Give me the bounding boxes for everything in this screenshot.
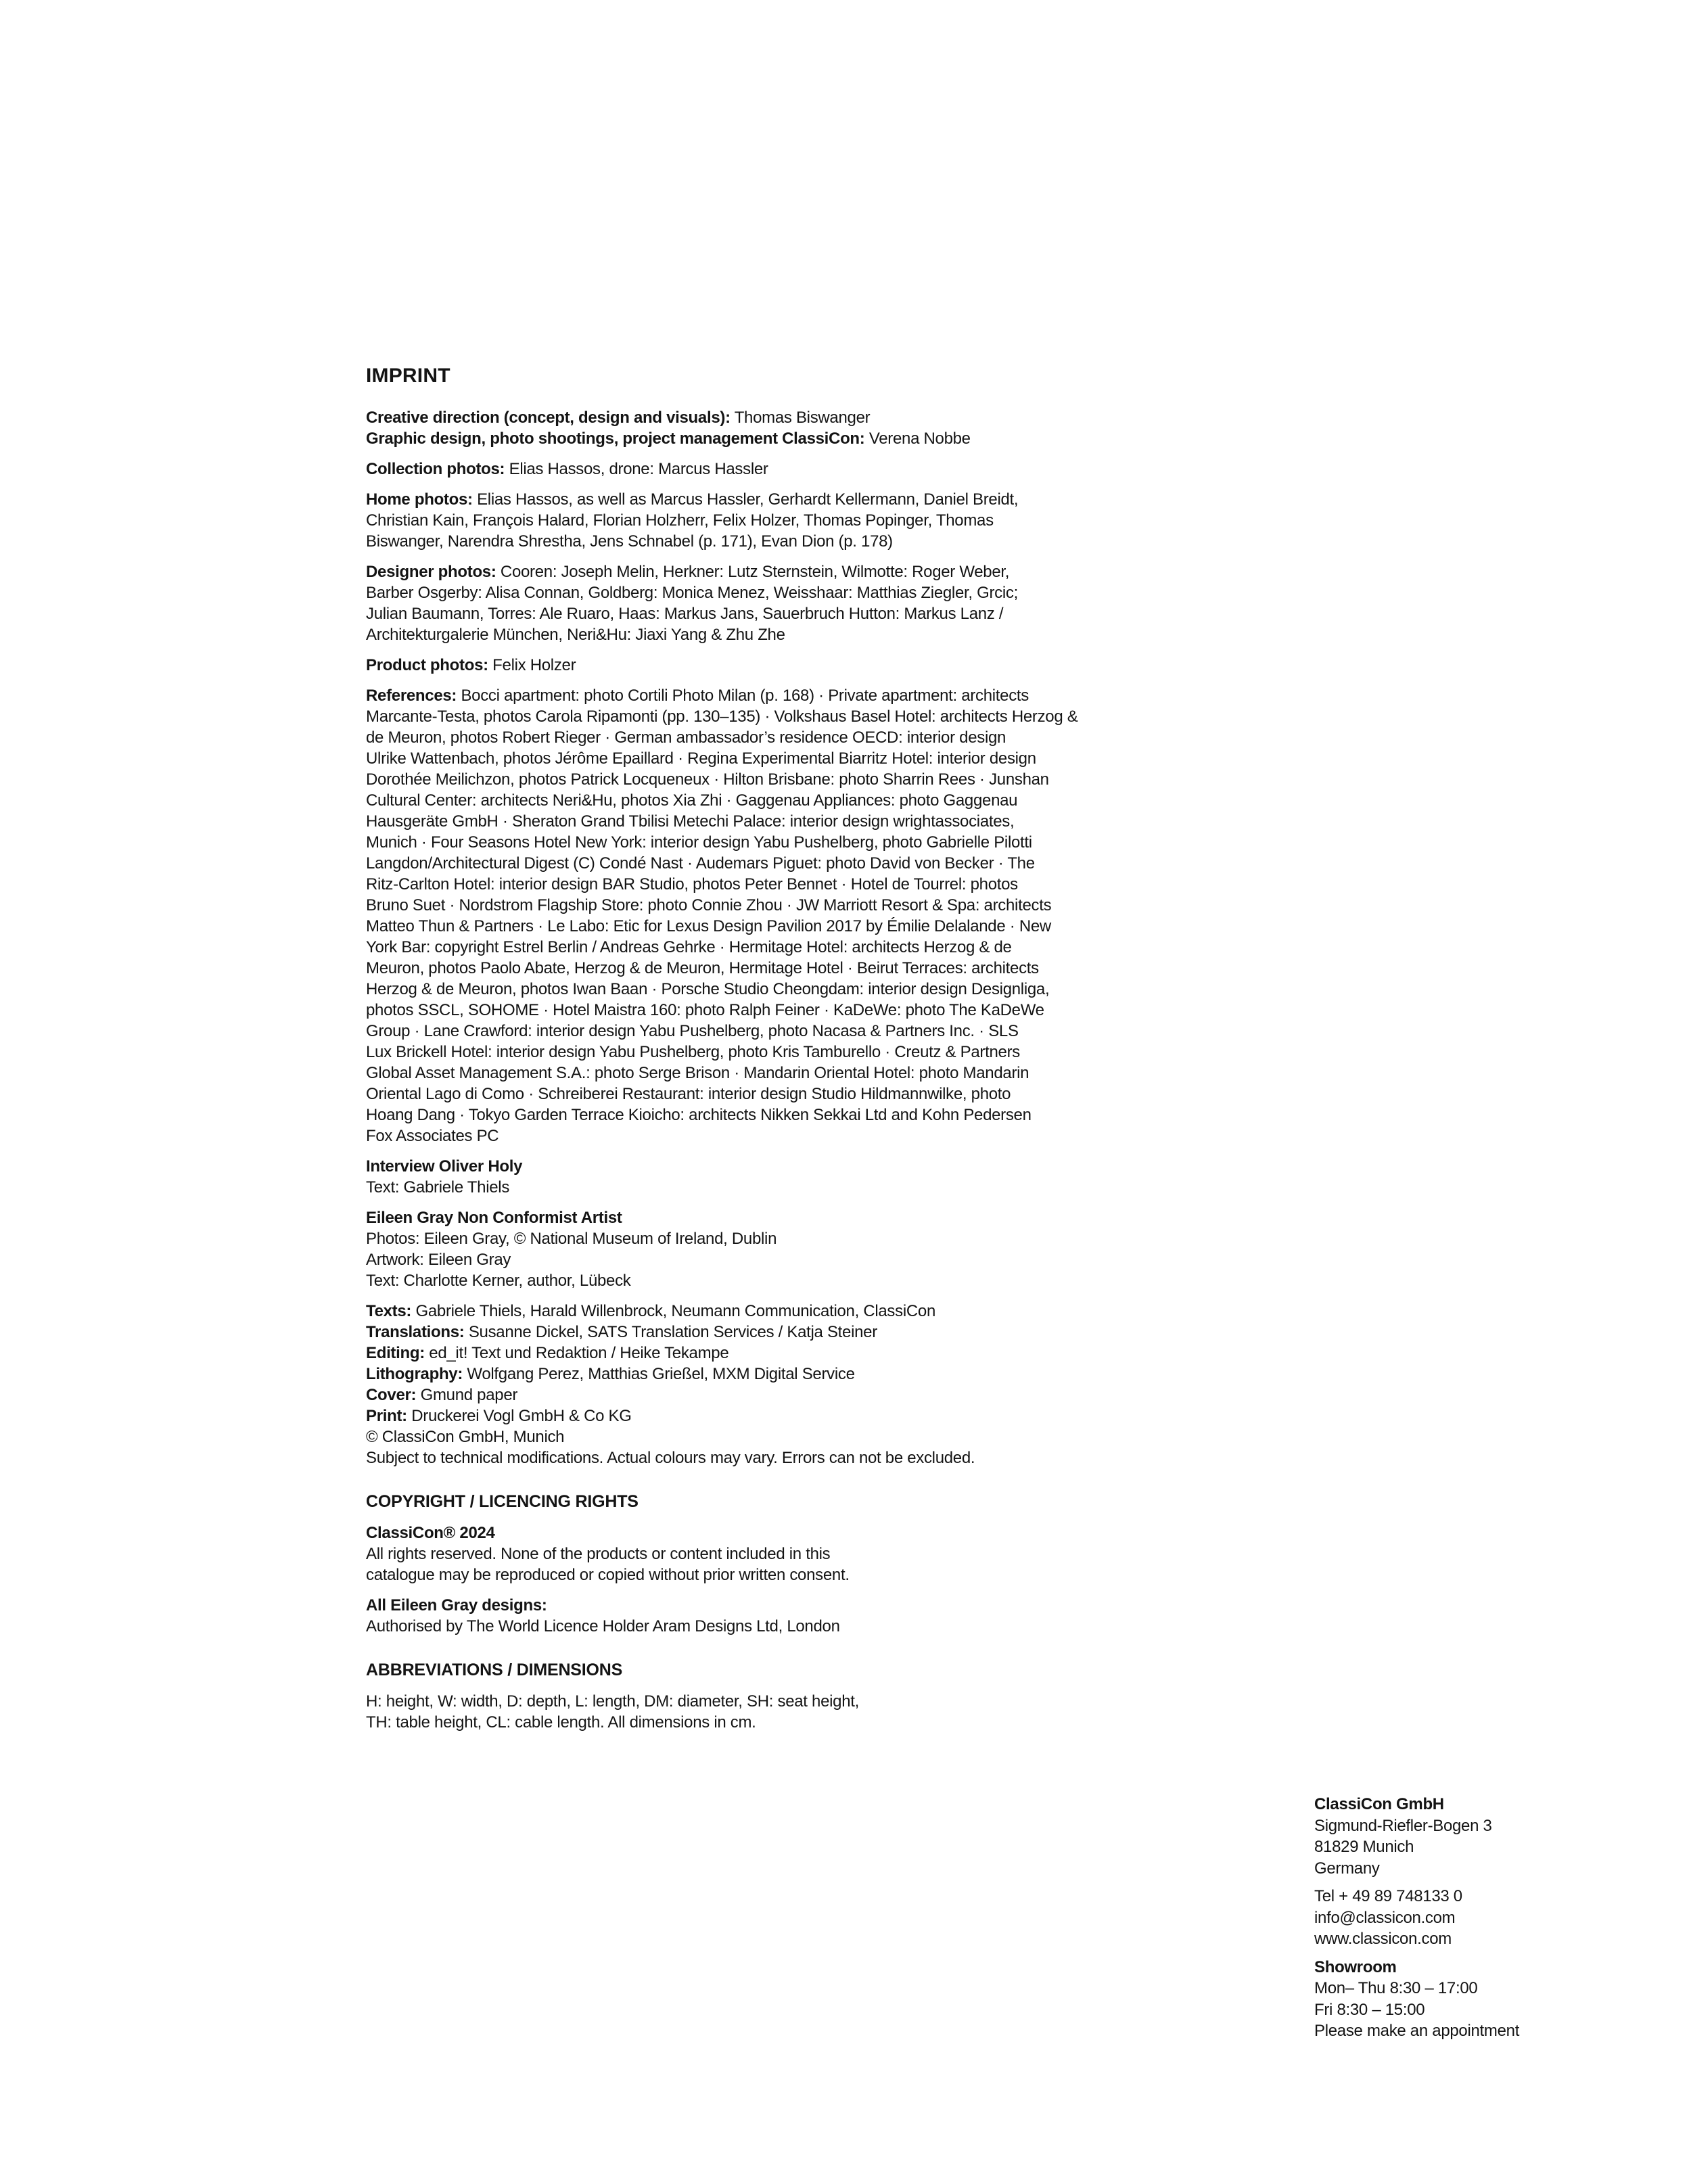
text-line: [1314, 1957, 1519, 1978]
text-line: Print: Druckerei Vogl GmbH & Co KG: [366, 1407, 632, 1425]
text-line: H: height, W: width, D: depth, L: length, DM: diameter, SH: seat height,: [366, 1692, 859, 1711]
bold-label: Print:: [366, 1407, 407, 1425]
text-line: Cover: Gmund paper: [366, 1386, 518, 1404]
text-line: Group · Lane Crawford: interior design Yabu Pushelberg, photo Nacasa & Partners Inc. · SLS: [366, 1022, 1019, 1040]
text-line: Texts: Gabriele Thiels, Harald Willenbrock, Neumann Communication, ClassiCon: [366, 1302, 935, 1320]
bold-label: Collection photos:: [366, 460, 505, 478]
text-line: Editing: ed_it! Text und Redaktion / Heike Tekampe: [366, 1344, 729, 1362]
text-line: photos SSCL, SOHOME · Hotel Maistra 160: photo Ralph Feiner · KaDeWe: photo The KaDeWe: [366, 1001, 1044, 1019]
text-line: Dorothée Meilichzon, photos Patrick Locqueneux · Hilton Brisbane: photo Sharrin Rees · Junshan: [366, 770, 1049, 789]
text-line: Photos: Eileen Gray, © National Museum of Ireland, Dublin: [366, 1230, 777, 1248]
text-line: Bruno Suet · Nordstrom Flagship Store: photo Connie Zhou · JW Marriott Resort & Spa: architects: [366, 896, 1052, 914]
text-block: [366, 489, 1144, 552]
text-block: [1314, 1794, 1519, 1879]
text-line: Marcante-Testa, photos Carola Ripamonti (pp. 130–135) · Volkshaus Basel Hotel: architects Herzog &: [366, 707, 1078, 726]
text-block: [366, 1156, 1144, 1198]
text-line: Artwork: Eileen Gray: [366, 1251, 511, 1269]
text-line: Ulrike Wattenbach, photos Jérôme Epaillard · Regina Experimental Biarritz Hotel: interior design: [366, 749, 1036, 768]
copyright-section: [366, 1523, 1144, 1637]
text-block: [366, 1595, 1144, 1637]
imprint-section: [366, 407, 1144, 1468]
text-line: Fri 8:30 – 15:00: [1314, 2000, 1425, 2019]
text-block: [366, 1207, 1144, 1291]
text-line: Oriental Lago di Como · Schreiberei Restaurant: interior design Studio Hildmannwilke, photo: [366, 1085, 1011, 1103]
text-line: www.classicon.com: [1314, 1930, 1452, 1948]
text-block: [366, 1523, 1144, 1585]
text-line: Hausgeräte GmbH · Sheraton Grand Tbilisi Metechi Palace: interior design wrightassociates,: [366, 812, 1015, 831]
text-line: Home photos: Elias Hassos, as well as Marcus Hassler, Gerhardt Kellermann, Daniel Breidt,: [366, 490, 1019, 509]
text-line: Authorised by The World Licence Holder Aram Designs Ltd, London: [366, 1617, 840, 1635]
abbreviations-section-heading: ABBREVIATIONS / DIMENSIONS: [366, 1660, 623, 1679]
text-line: Langdon/Architectural Digest (C) Condé Nast · Audemars Piguet: photo David von Becker · The: [366, 854, 1035, 873]
text-line: Creative direction (concept, design and visuals): Thomas Biswanger: [366, 409, 871, 427]
text-line: Lux Brickell Hotel: interior design Yabu Pushelberg, photo Kris Tamburello · Creutz & Partners: [366, 1043, 1020, 1061]
abbreviations-section: [366, 1691, 1144, 1733]
text-line: Munich · Four Seasons Hotel New York: interior design Yabu Pushelberg, photo Gabrielle Pilotti: [366, 833, 1032, 852]
text-block: [366, 1691, 1144, 1733]
text-block: [366, 685, 1144, 1146]
text-line: References: Bocci apartment: photo Cortili Photo Milan (p. 168) · Private apartment: architects: [366, 687, 1029, 705]
text-line: [366, 1207, 1144, 1228]
text-line: [366, 1523, 1144, 1543]
text-line: Translations: Susanne Dickel, SATS Translation Services / Katja Steiner: [366, 1323, 877, 1341]
bold-label: Translations:: [366, 1323, 465, 1341]
text-line: Mon– Thu 8:30 – 17:00: [1314, 1979, 1478, 1997]
text-block: [366, 459, 1144, 480]
text-line: Matteo Thun & Partners · Le Labo: Etic for Lexus Design Pavilion 2017 by Émilie Delalande · New: [366, 917, 1051, 935]
text-line: Lithography: Wolfgang Perez, Matthias Grießel, MXM Digital Service: [366, 1365, 855, 1383]
text-block: [1314, 1957, 1519, 2042]
bold-label: Showroom: [1314, 1957, 1397, 1976]
text-block: [366, 1301, 1144, 1468]
bold-label: ClassiCon® 2024: [366, 1524, 495, 1542]
text-line: Fox Associates PC: [366, 1127, 499, 1145]
contact-block: [1314, 1794, 1519, 2049]
text-block: [366, 655, 1144, 676]
text-line: Biswanger, Narendra Shrestha, Jens Schnabel (p. 171), Evan Dion (p. 178): [366, 532, 893, 551]
text-line: Graphic design, photo shootings, project management ClassiCon: Verena Nobbe: [366, 429, 971, 448]
text-line: info@classicon.com: [1314, 1908, 1456, 1927]
text-line: Collection photos: Elias Hassos, drone: Marcus Hassler: [366, 460, 768, 478]
bold-label: Designer photos:: [366, 563, 496, 581]
bold-label: Lithography:: [366, 1365, 463, 1383]
text-line: [1314, 1794, 1519, 1815]
text-line: Cultural Center: architects Neri&Hu, photos Xia Zhi · Gaggenau Appliances: photo Gaggenau: [366, 791, 1018, 810]
bold-label: Home photos:: [366, 490, 473, 509]
bold-label: Interview Oliver Holy: [366, 1157, 523, 1176]
text-line: Ritz-Carlton Hotel: interior design BAR Studio, photos Peter Bennet · Hotel de Tourrel: photos: [366, 875, 1018, 893]
bold-label: References:: [366, 687, 457, 705]
bold-label: Graphic design, photo shootings, project management ClassiCon:: [366, 429, 865, 448]
text-line: Architekturgalerie München, Neri&Hu: Jiaxi Yang & Zhu Zhe: [366, 626, 785, 644]
text-line: York Bar: copyright Estrel Berlin / Andreas Gehrke · Hermitage Hotel: architects Herzog & de: [366, 938, 1012, 956]
imprint-column: [366, 365, 1144, 1742]
text-line: Text: Charlotte Kerner, author, Lübeck: [366, 1272, 631, 1290]
text-line: [366, 1156, 1144, 1177]
text-block: [1314, 1886, 1519, 1950]
page-title: IMPRINT: [366, 365, 450, 387]
text-line: © ClassiCon GmbH, Munich: [366, 1428, 565, 1446]
text-line: Christian Kain, François Halard, Florian Holzherr, Felix Holzer, Thomas Popinger, Thomas: [366, 511, 994, 530]
text-line: de Meuron, photos Robert Rieger · German ambassador’s residence OECD: interior design: [366, 728, 1006, 747]
copyright-section-heading: COPYRIGHT / LICENCING RIGHTS: [366, 1492, 639, 1511]
text-block: [366, 407, 1144, 449]
text-line: Tel + 49 89 748133 0: [1314, 1887, 1462, 1905]
bold-label: Product photos:: [366, 656, 488, 674]
text-line: catalogue may be reproduced or copied without prior written consent.: [366, 1566, 850, 1584]
text-line: Please make an appointment: [1314, 2022, 1520, 2040]
text-line: Hoang Dang · Tokyo Garden Terrace Kioicho: architects Nikken Sekkai Ltd and Kohn Pedersen: [366, 1106, 1032, 1124]
text-line: Product photos: Felix Holzer: [366, 656, 576, 674]
text-line: Barber Osgerby: Alisa Connan, Goldberg: Monica Menez, Weisshaar: Matthias Ziegler, Grcic;: [366, 584, 1018, 602]
text-line: [366, 1595, 1144, 1616]
text-line: Meuron, photos Paolo Abate, Herzog & de Meuron, Hermitage Hotel · Beirut Terraces: architects: [366, 959, 1039, 977]
text-line: Sigmund-Riefler-Bogen 3: [1314, 1816, 1492, 1835]
bold-label: Cover:: [366, 1386, 417, 1404]
text-line: Herzog & de Meuron, photos Iwan Baan · Porsche Studio Cheongdam: interior design Designliga,: [366, 980, 1050, 998]
text-line: Subject to technical modifications. Actual colours may vary. Errors can not be excluded.: [366, 1449, 975, 1467]
text-line: Julian Baumann, Torres: Ale Ruaro, Haas: Markus Jans, Sauerbruch Hutton: Markus Lanz /: [366, 605, 1004, 623]
text-line: 81829 Munich: [1314, 1838, 1414, 1856]
bold-label: Texts:: [366, 1302, 412, 1320]
text-line: Global Asset Management S.A.: photo Serge Brison · Mandarin Oriental Hotel: photo Mandarin: [366, 1064, 1029, 1082]
text-line: TH: table height, CL: cable length. All dimensions in cm.: [366, 1713, 756, 1732]
text-line: All rights reserved. None of the products or content included in this: [366, 1545, 831, 1563]
bold-label: All Eileen Gray designs:: [366, 1596, 547, 1614]
bold-label: Eileen Gray Non Conformist Artist: [366, 1209, 622, 1227]
text-line: Designer photos: Cooren: Joseph Melin, Herkner: Lutz Sternstein, Wilmotte: Roger Weber,: [366, 563, 1010, 581]
text-line: Germany: [1314, 1859, 1380, 1878]
bold-label: Editing:: [366, 1344, 425, 1362]
bold-label: Creative direction (concept, design and visuals):: [366, 409, 731, 427]
bold-label: ClassiCon GmbH: [1314, 1795, 1444, 1813]
text-line: Text: Gabriele Thiels: [366, 1178, 510, 1196]
text-block: [366, 561, 1144, 645]
